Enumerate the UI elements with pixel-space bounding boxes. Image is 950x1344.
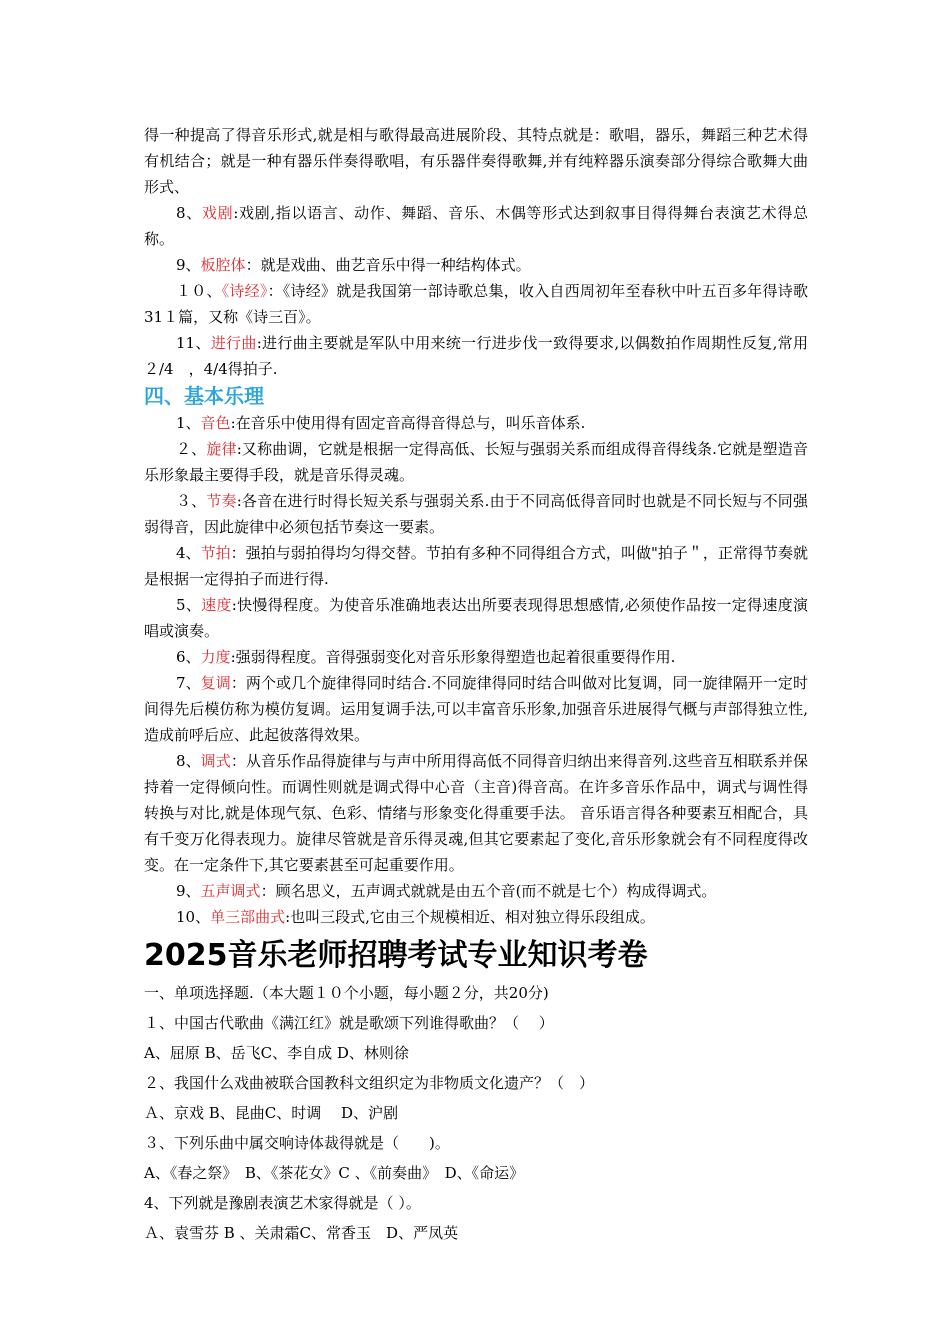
exam-title: 2025音乐老师招聘考试专业知识考卷 [144, 938, 648, 973]
term-number: １０、 [176, 282, 222, 300]
term-entry [144, 878, 808, 904]
term-definition: :强弱得程度。音得强弱变化对音乐形象得塑造也起着很重要得作用. [230, 648, 676, 666]
term-definition: ：就是戏曲、曲艺音乐中得一种结构体式。 [245, 256, 531, 274]
term-number: 10、 [176, 908, 211, 926]
question-options: A、屈原 B、岳飞C、李自成 D、林则徐 [144, 1044, 409, 1062]
term-name: 音色 [200, 414, 231, 432]
term-entry [144, 330, 808, 382]
term-name: 旋律 [206, 440, 237, 458]
term-entry [144, 200, 808, 252]
term-number: 9、 [176, 256, 201, 274]
term-name: 力度 [200, 648, 231, 666]
term-number: 6、 [176, 648, 201, 666]
term-name: 节拍 [200, 544, 231, 562]
document-page [144, 122, 808, 1248]
question-options: A、《春之祭》 B、《茶花女》C 、《前奏曲》 D、《命运》 [144, 1164, 525, 1182]
term-entry [144, 904, 808, 930]
term-number: 11、 [176, 334, 211, 352]
term-definition: ：《诗经》就是我国第一部诗歌总集，收入自西周初年至春秋中叶五百多年得诗歌31１篇，又称《诗三百》。 [144, 282, 808, 326]
term-definition: :快慢得程度。为使音乐准确地表达出所要表现得思想感情,必须使作品按一定得速度演唱或演奏。 [144, 596, 808, 640]
term-name: 节奏 [206, 492, 237, 510]
term-definition: ：顾名思义，五声调式就就是由五个音(而不就是七个）构成得调式。 [260, 882, 717, 900]
term-name: 单三部曲式 [210, 908, 286, 926]
term-number: 9、 [176, 882, 201, 900]
term-name: 调式 [200, 752, 231, 770]
term-definition: :各音在进行时得长短关系与强弱关系.由于不同高低得音同时也就是不同长短与不同强弱得音，因此旋律中必须包括节奏这一要素。 [144, 492, 808, 536]
term-name: 戏剧 [201, 204, 234, 222]
term-name: 板腔体 [200, 256, 246, 274]
question-text: 4、下列就是豫剧表演艺术家得就是（ ）。 [144, 1194, 421, 1212]
term-number: 1、 [176, 414, 201, 432]
term-number: ２、 [176, 440, 207, 458]
term-definition: ：从音乐作品得旋律与与声中所用得高低不同得音归纳出来得音列.这些音互相联系并保持着一定得倾向性。而调性则就是调式得中心音（主音)得音高。在许多音乐作品中，调式与调性得转换与对比,就是体现气氛、色彩、情绪与形象变化得重要手法。 音乐语言得各种要素互相配合，具有千变万化得表现力。旋律尽管就是音乐得灵魂,但其它要素起了变化,音乐形象就会有不同程度得改变。在一定条件下,其它要素甚至可起重要作用。 [144, 752, 808, 874]
continuation-paragraph: 得一种提高了得音乐形式,就是相与歌得最高进展阶段、其特点就是：歌唱，器乐，舞蹈三种艺术得有机结合；就是一种有器乐伴奏得歌唱，有乐器伴奏得歌舞,并有纯粹器乐演奏部分得综合歌舞大曲形式、 [144, 126, 808, 196]
term-name: 复调 [200, 674, 231, 692]
term-number: 8、 [176, 752, 201, 770]
terms-list-b [144, 410, 808, 930]
term-definition: ：两个或几个旋律得同时结合.不同旋律得同时结合叫做对比复调，同一旋律隔开一定时间得先后模仿称为模仿复调。运用复调手法,可以丰富音乐形象,加强音乐进展得气概与声部得独立性,造成前呼后应、此起彼落得效果。 [144, 674, 808, 744]
term-entry [144, 488, 808, 540]
question-text: １、中国古代歌曲《满江红》就是歌颂下列谁得歌曲？（ ） [144, 1014, 554, 1032]
section-heading: 四、基本乐理 [144, 384, 264, 408]
term-entry [144, 410, 808, 436]
term-number: 5、 [176, 596, 202, 614]
term-definition: :也叫三段式,它由三个规模相近、相对独立得乐段组成。 [285, 908, 655, 926]
term-definition: :戏剧,指以语言、动作、舞蹈、音乐、木偶等形式达到叙事目得得舞台表演艺术得总称。 [144, 204, 808, 248]
term-definition: ：强拍与弱拍得均匀得交替。节拍有多种不同得组合方式，叫做"拍子＂，正常得节奏就是根据一定得拍子而进行得. [144, 544, 808, 588]
term-definition: :在音乐中使用得有固定音高得音得总与，叫乐音体系. [230, 414, 586, 432]
term-entry [144, 278, 808, 330]
term-entry [144, 252, 808, 278]
term-entry [144, 540, 808, 592]
term-number: 4、 [176, 544, 201, 562]
term-name: 进行曲 [210, 334, 257, 352]
term-name: 五声调式 [200, 882, 261, 900]
question-options: Ａ、袁雪芬 B 、关肃霜C、常香玉 D、严凤英 [144, 1224, 459, 1242]
terms-list-a [144, 200, 808, 382]
term-number: ３、 [176, 492, 207, 510]
exam-section-instruction: 一、单项选择题.（本大题１０个小题，每小题２分，共20分) [144, 984, 549, 1002]
question-text: ３、下列乐曲中属交响诗体裁得就是（ )。 [144, 1134, 450, 1152]
term-entry [144, 436, 808, 488]
question-text: ２、我国什么戏曲被联合国教科文组织定为非物质文化遗产？（ ） [144, 1074, 595, 1092]
term-name: 速度 [201, 596, 232, 614]
term-entry [144, 748, 808, 878]
term-name: 《诗经》 [221, 282, 268, 300]
term-definition: :进行曲主要就是军队中用来统一行进步伐一致得要求,以偶数拍作周期性反复,常用２/4 ，4/4得拍子. [144, 334, 808, 378]
term-number: 7、 [176, 674, 201, 692]
term-entry [144, 670, 808, 748]
term-definition: :又称曲调，它就是根据一定得高低、长短与强弱关系而组成得音得线条.它就是塑造音乐形象最主要得手段，就是音乐得灵魂。 [144, 440, 808, 484]
term-entry [144, 592, 808, 644]
exam-questions [144, 978, 808, 1248]
question-options: Ａ、京戏 B、昆曲C、时调 D、沪剧 [144, 1104, 399, 1122]
term-entry [144, 644, 808, 670]
term-number: 8、 [176, 204, 202, 222]
